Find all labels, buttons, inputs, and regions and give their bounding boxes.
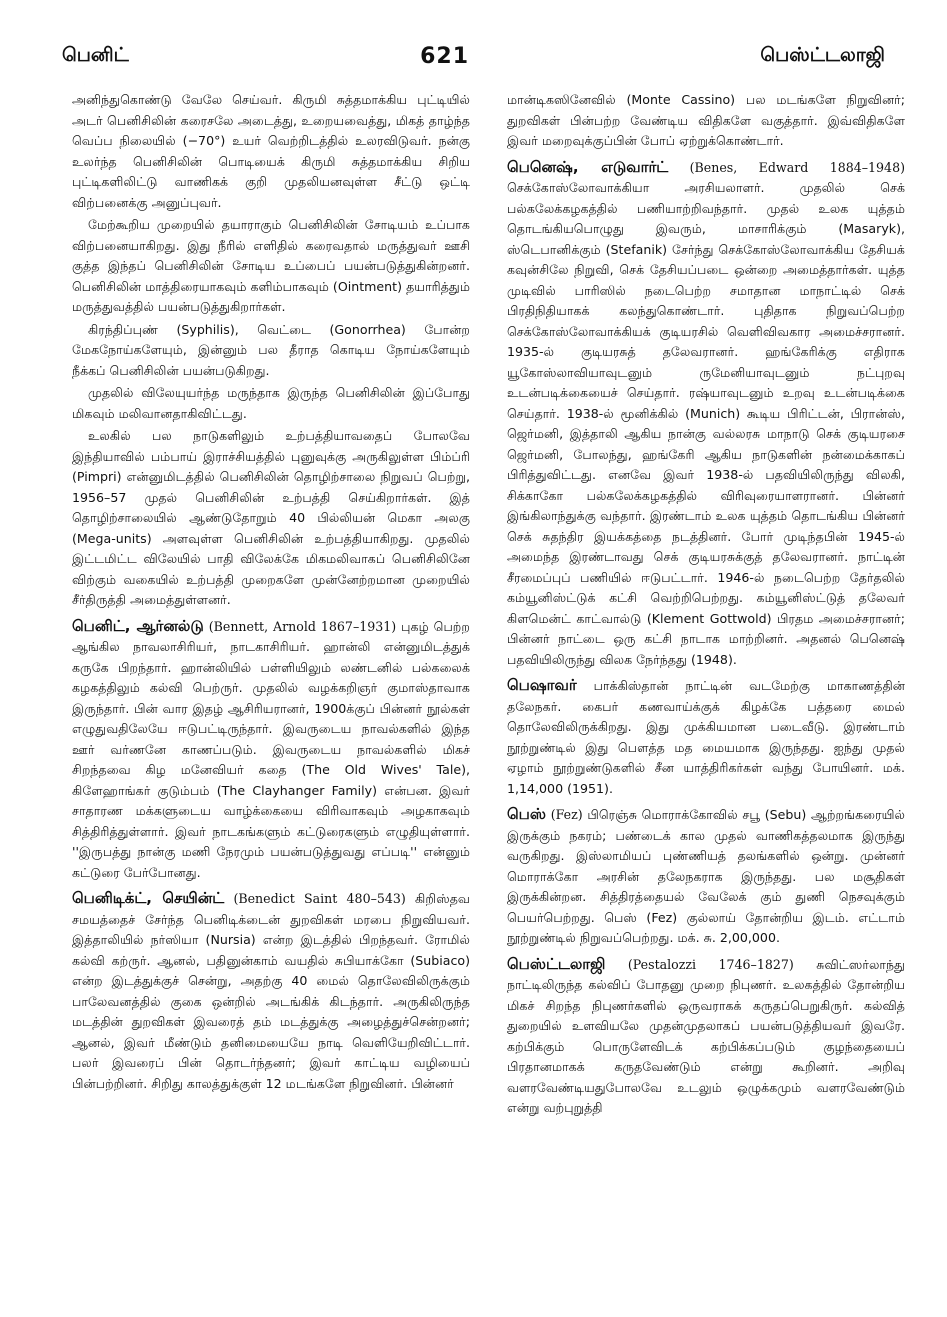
continued-paragraph: மான்டிகஸினேவில் (Monte Cassino) பல மடங்களே நிறுவினர்; துறவிகள் பின்பற்ற வேண்டிய விதிகளே வகுத்தார். இவ்விதிகளே இவர் மறைவுக்குப்பின் போப் ஏற்றுக்கொண்டார். bbox=[507, 92, 905, 148]
entry-headword: பெனிடிக்ட், செயின்ட் bbox=[72, 889, 225, 907]
entry-headword: பெனிட், ஆர்னல்டு bbox=[72, 616, 204, 635]
entry-fez bbox=[507, 804, 905, 949]
entry-body: செக்கோஸ்லோவாக்கியா அரசியலாளர். முதலில் செக் பல்கலேக்கழகத்தில் பணியாற்றிவந்தார். முதல் உலக யுத்தம் தொடங்கியபொழுது இவரும், மாசாரிக்கும் (Masaryk), ஸ்டெபானிக்கும் (Stefanik) சேர்ந்து செக்கோஸ்லோவாக்கிய தேசியக் கவுன்சிலே நிறுவி, செக் தேசியப்படை ஒன்றை அமைத்தார்கள். யுத்த முடிவில் பாரிஸில் நடைபெற்ற சமாதான மாநாட்டில் செக் பிரதிநிதியாகக் கலந்துகொண்டார். புதிதாக நிறுவப்பெற்ற செக்கோஸ்லோவாக்கியக் குடியரசில் வெளிவிவகார அமைச்சரானர். 1935-ல் குடியரசுத் தலேவரானர். ஹங்கேரிக்கு எதிராக யூகோஸ்லாவியாவுடனும் ருமேனியாவுடனும் நட்புறவு உடன்படிக்கையைச் செய்தார். ரஷ்யாவுடனும் உறவு உடன்படிக்கை செய்தார். 1938-ல் மூனிக்கில் (Munich) கூடிய பிரிட்டன், பிரான்ஸ், ஜெர்மனி, இத்தாலி ஆகிய நான்கு வல்லரசு மாநாடு செக் குடியரசை ஜெர்மனி, போலந்து, ஹங்கேரி ஆகிய நாடுகளின் நன்மைக்காகப் பிரித்துவிட்டது. எனவே இவர் 1938-ல் பதவியிலிருந்து விலகி, சிக்காகோ பல்கலேக்கழகத்தில் விரிவுரையாளரானர். பின்னர் இங்கிலாந்துக்கு வந்தார். இரண்டாம் உலக யுத்தம் தொடங்கிய பின்னர் செக் சுதந்திர இயக்கத்தை நடத்தினர். போர் முடிந்தபின் 1945-ல் அமைந்த இரண்டாவது செக் குடியரசுக்குத் தலேவரானர். நாட்டின் சீரமைப்புப் பணியில் ஈடுபட்டார். 1946-ல் நடைபெற்ற தேர்தலில் கம்யூனிஸ்ட்டுக் கட்சி வெற்றிபெற்றது. கம்யூனிஸ்ட்டுத் தலேவர் கிளமென்ட் காட்வால்டு (Klement Gottwold) பிரதம அமைச்சரானர்; பின்னர் நாட்டை ஒரு கட்சி நாடாக மாற்றினர். அதனல் பெனெஷ் பதவியிலிருந்து விலக நேர்ந்தது (1948). bbox=[507, 180, 905, 667]
entry-latin-name: (Bennett, Arnold 1867–1931) bbox=[208, 618, 397, 634]
left-column bbox=[72, 90, 470, 1300]
entry-peshawar bbox=[507, 675, 905, 799]
entry-headword: பெஷாவர் bbox=[507, 676, 577, 694]
entry-latin-name: (Fez) bbox=[550, 807, 583, 822]
entry-pestalozzi bbox=[507, 954, 905, 1119]
entry-body: பாக்கிஸ்தான் நாட்டின் வடமேற்கு மாகாணத்தின் தலேநகர். கைபர் கணவாய்க்குக் கிழக்கே பத்தரை மைல் தொலேவிலிருக்கிறது. இது முக்கியமான படைவீடு. இரண்டாம் நூற்றுண்டில் இது பௌத்த மத மையமாக இருந்தது. ஐந்து முதல் ஏழாம் நூற்றுண்டுகளில் சீன யாத்திரிகர்கள் வந்து போயினர். மக். 1,14,000 (1951). bbox=[507, 678, 905, 796]
paragraph: உலகில் பல நாடுகளிலும் உற்பத்தியாவதைப் போலவே இந்தியாவில் பம்பாய் இராச்சியத்தில் புனுவுக்கு அருகிலுள்ள பிம்ப்ரி (Pimpri) என்னுமிடத்தில் பெனிசிலின் தொழிற்சாலை நிறுவப் பெற்று, 1956–57 முதல் பெனிசிலின் உற்பத்தி செய்கிறார்கள். இத் தொழிற்சாலையில் ஆண்டுதோறும் 40 பில்லியன் மெகா அலகு (Mega-units) அளவுள்ள பெனிசிலின் உற்பத்தியாகிறது. முதலில் இட்டமிட்ட விலேயில் பாதி விலேக்கே மிகமலிவாகப் பெனிசிலினே விற்கும் வகையில் உற்பத்தி முறைகளே முன்னேற்றமான முறையில் சீர்திருத்தி அமைத்துள்ளனர். bbox=[72, 428, 470, 607]
entry-latin-name: (Pestalozzi 1746–1827) bbox=[627, 956, 794, 972]
paragraph: முதலில் விலேயுயர்ந்த மருந்தாக இருந்த பெனிசிலின் இப்போது மிகவும் மலிவானதாகிவிட்டது. bbox=[72, 385, 470, 421]
entry-body: சுவிட்ஸர்லாந்து நாட்டிலிருந்த கல்விப் போதனு முறை நிபுணர். உலகத்தில் தோன்றிய மிகச் சிறந்த நிபுணர்களில் ஒருவராகக் கருதப்பெறுகிருர். கல்வித் துறையில் உளவியலே முதன்முதலாகப் பயன்படுத்தியவர் இவரே. கற்பிக்கும் பொருளேவிடக் கற்பிக்கப்படும் குழந்தையைப் பிரதானமாகக் கருதவேண்டும் என்று கூறினர். அறிவு வளரவேண்டியதுபோலவே உடலும் ஒழுக்கமும் வளரவேண்டும் என்று வற்புறுத்தி bbox=[507, 956, 905, 1115]
entry-bennett-arnold bbox=[72, 616, 470, 884]
entry-body: புகழ் பெற்ற ஆங்கில நாவலாசிரியர், நாடகாசிரியர். ஹான்லி என்னுமிடத்துக் கருகே பிறந்தார். ஹான்லியில் பள்ளியிலும் லண்டனில் பல்கலைக் கழகத்திலும் கல்வி பெற்ருர். முதலில் வழக்கறிஞர் குமாஸ்தாவாக இருந்தார். பின் வார இதழ் ஆசிரியரானர், 1900க்குப் பின்னர் நூல்கள் எழுதுவதிலேயே ஈடுபட்டிருந்தார். இவருடைய நாவல்களில் இந்த ஊர் வர்ணனே காணப்படும். இவருடைய நாவல்களில் மிகச் சிறந்தவை கிழ மனேவியர் கதை (The Old Wives' Tale), கிளேஹாங்கர் குடும்பம் (The Clayhanger Family) என்பன. இவர் சாதாரண மக்களுடைய வாழ்க்கையை விரிவாகவும் அழகாகவும் சித்திரித்துள்ளார். இவர் நாடகங்களும் கட்டுரைகளும் எழுதியுள்ளார். ''இருபத்து நான்கு மணி நேரமும் பயன்படுத்துவது எப்படி'' என்னும் கட்டுரை பேர்போனது. bbox=[72, 618, 470, 880]
right-column bbox=[507, 90, 905, 1300]
entry-headword: பெஸ்ட்டலாஜி bbox=[507, 954, 606, 973]
entry-headword: பெஸ் bbox=[507, 805, 546, 823]
paragraph: மேற்கூறிய முறையில் தயாராகும் பெனிசிலின் சோடியம் உப்பாக விற்பனையாகிறது. இது நீரில் எளிதில் கரைவதால் மருத்துவர் ஊசி குத்த இந்தப் பெனிசிலின் சோடிய உப்பைப் பயன்படுத்துகின்றனர். பெனிசிலின் மாத்திரையாகவும் களிம்பாகவும் (Ointment) தயாரித்தும் மருத்துவத்தில் பயன்படுத்துகிறார்கள். bbox=[72, 217, 470, 314]
paragraph: கிரந்திப்புண் (Syphilis), வெட்டை (Gonorrhea) போன்ற மேகநோய்களேயும், இன்னும் பல தீராத கொடிய நோய்களேயும் நீக்கப் பெனிசிலின் பயன்படுகிறது. bbox=[72, 321, 470, 378]
entry-benedict-saint bbox=[72, 888, 470, 1094]
entry-body: பிரெஞ்சு மொராக்கோவில் சபூ (Sebu) ஆற்றங்கரையில் இருக்கும் நகரம்; பண்டைக் கால முதல் வாணிகத்தலமாக இருந்து வருகிறது. இஸ்லாமியப் புண்ணியத் தலங்களில் ஒன்று. முன்னர் மொராக்கோ அரசின் தலேநகராக இருந்தது. பல மசூதிகள் இருக்கின்றன. சித்திரத்தையல் வேலேக் கும் துணி நெசவுக்கும் பெயர்பெற்றது. பெஸ் (Fez) குல்லாய் தோன்றிய இடம். எட்டாம் நூற்றுண்டில் நிறுவப்பெற்றது. மக். சு. 2,00,000. bbox=[507, 807, 905, 945]
continued-paragraph: அனிந்துகொண்டு வேலே செய்வர். கிருமி சுத்தமாக்கிய புட்டியில் அடர் பெனிசிலின் கரைசலே அடைத்து, உறையவைத்து, மிகத் தாழ்ந்த வெப்ப நிலையில் (−70°) உயர் வெற்றிடத்தில் உலரவிடுவர். நன்கு உலர்ந்த பெனிசிலின் பொடியைக் கிருமி சுத்தமாக்கிய சிறிய புட்டிகளிலிட்டு வாணிகக் குறி முதலியனவுள்ள சீட்டு ஒட்டி விற்பனைக்கு அனுப்புவர். bbox=[72, 92, 470, 210]
page-number: 621 bbox=[420, 43, 470, 69]
left-running-headword: பெனிட் bbox=[62, 43, 129, 66]
page-header bbox=[62, 36, 885, 76]
entry-latin-name: (Benes, Edward 1884–1948) bbox=[689, 159, 905, 175]
entry-headword: பெனெஷ், எடுவார்ட் bbox=[507, 157, 669, 176]
entry-latin-name: (Benedict Saint 480–543) bbox=[233, 891, 406, 906]
entry-body: கிறிஸ்தவ சமயத்தைச் சேர்ந்த பெனிடிக்டைன் துறவிகள் மரபை நிறுவியவர். இத்தாலியில் நர்ஸியா (Nursia) என்ற இடத்தில் பிறந்தவர். ரோமில் கல்வி கற்ருர். ஆனல், பதினுன்காம் வயதில் சுபியாக்கோ (Subiaco) என்ற இடத்துக்குச் சென்று, அதற்கு 40 மைல் தொலேவிலிருக்கும் பாலேவனத்தில் குகை ஒன்றில் அடங்கிக் கிடந்தார். அருகிலிருந்த மடத்தின் துறவிகள் இவரைத் தம் மடத்துக்கு அழைத்துச்சென்றனர்; ஆனல், இவர் மீண்டும் தனிமையையே நாடி வெளியேறிவிட்டார். பலர் இவரைப் பின் தொடர்ந்தனர்; இவர் காட்டிய வழியைப் பின்பற்றினர். சிறிது காலத்துக்குள் 12 மடங்களே நிறுவினர். பின்னர் bbox=[72, 891, 470, 1091]
entry-benes-edward bbox=[507, 157, 905, 671]
right-running-headword: பெஸ்ட்டலாஜி bbox=[760, 43, 885, 66]
